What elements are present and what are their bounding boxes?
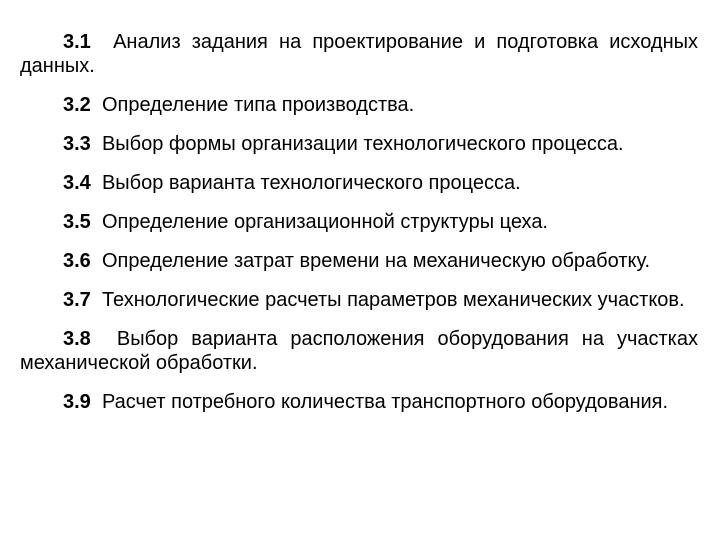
- list-item: [20, 171, 698, 195]
- item-number: 3.6: [63, 250, 91, 272]
- item-text: Определение организационной структуры цеха.: [101, 211, 548, 233]
- item-text: Расчет потребного количества транспортного оборудования.: [101, 391, 669, 413]
- list-item: [20, 93, 698, 117]
- item-number: 3.5: [63, 211, 91, 233]
- list-item: [20, 30, 698, 78]
- list-item: [20, 390, 698, 414]
- item-text: Выбор варианта расположения оборудования на участках механической обработки.: [20, 328, 698, 374]
- list-item: [20, 210, 698, 234]
- item-text: Выбор формы организации технологического процесса.: [101, 133, 624, 155]
- item-text: Выбор варианта технологического процесса.: [101, 172, 521, 194]
- item-text: Определение затрат времени на механическую обработку.: [101, 250, 651, 272]
- item-number: 3.4: [63, 172, 91, 194]
- item-number: 3.9: [63, 391, 91, 413]
- list-item: [20, 249, 698, 273]
- list-item: [20, 327, 698, 375]
- item-number: 3.3: [63, 133, 91, 155]
- item-text: Определение типа производства.: [101, 94, 415, 116]
- list-item: [20, 132, 698, 156]
- item-number: 3.1: [63, 31, 91, 53]
- item-text: Технологические расчеты параметров механических участков.: [101, 289, 685, 311]
- item-text: Анализ задания на проектирование и подготовка исходных данных.: [20, 31, 698, 77]
- item-number: 3.7: [63, 289, 91, 311]
- list-item: [20, 288, 698, 312]
- item-number: 3.8: [63, 328, 91, 350]
- item-number: 3.2: [63, 94, 91, 116]
